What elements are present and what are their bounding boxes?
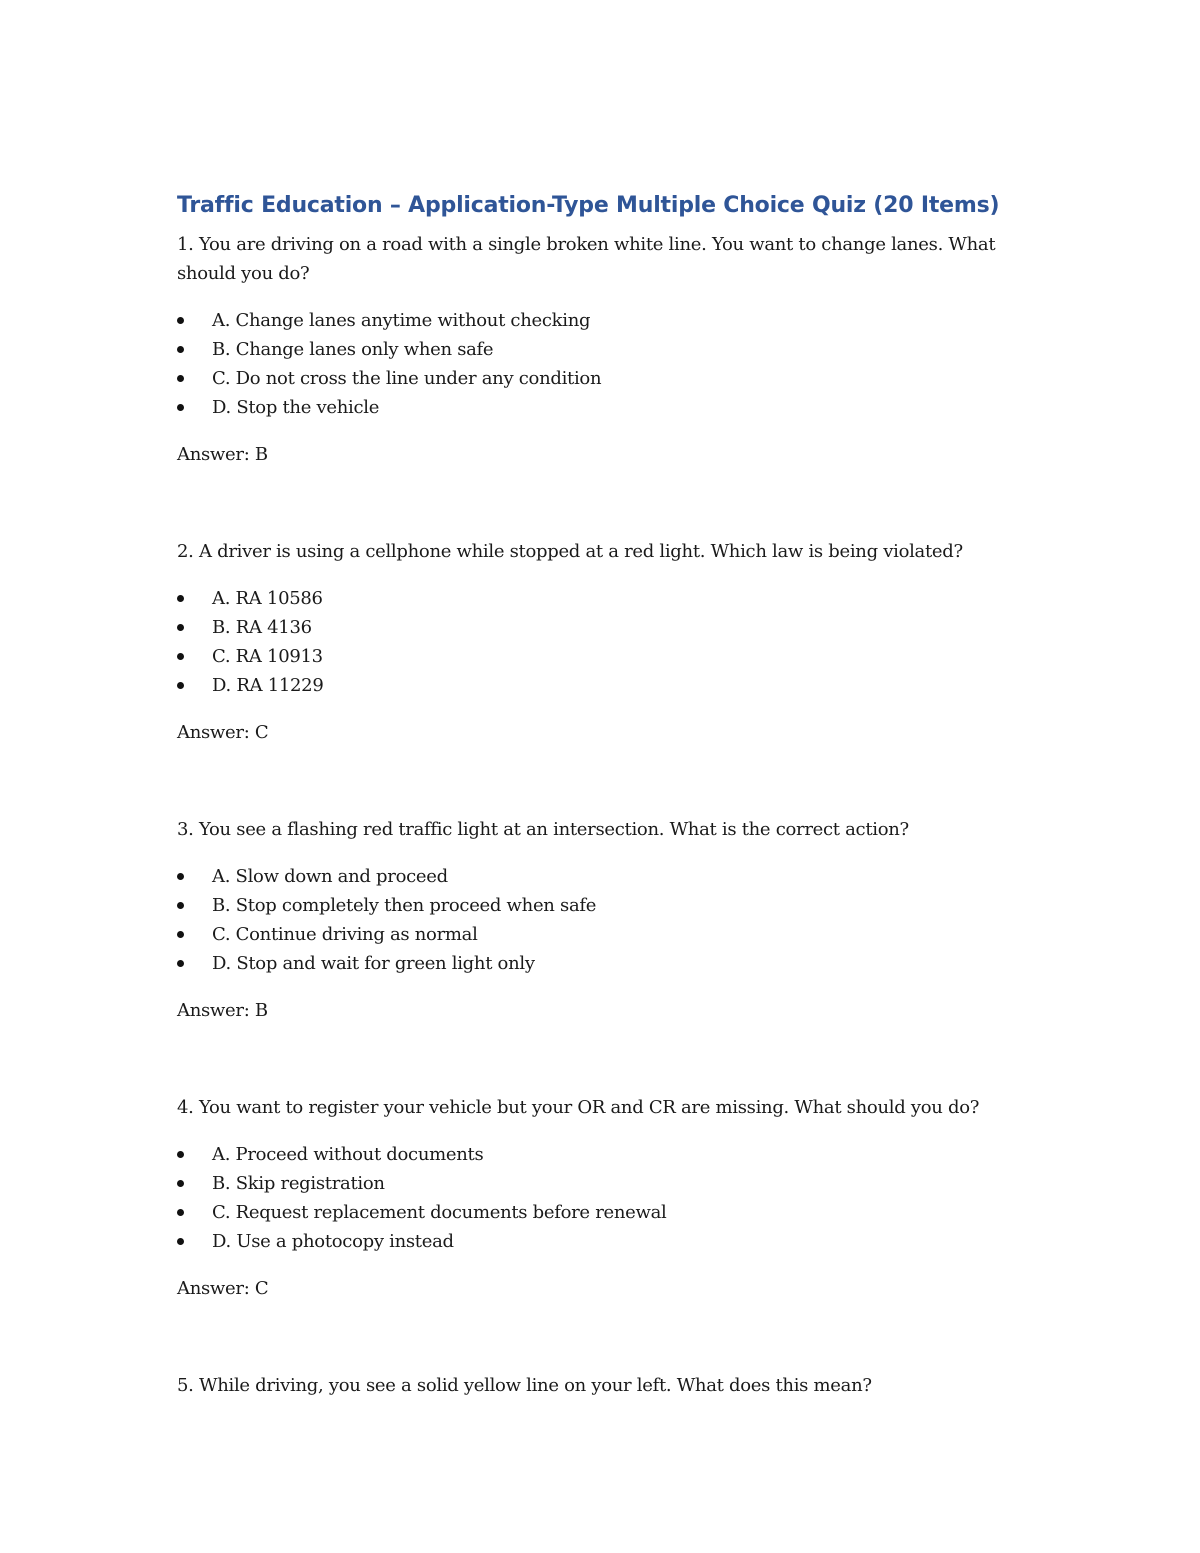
option-item [177,1140,1037,1169]
option-label: B. Change lanes only when safe [212,339,494,360]
spacer [177,747,1037,815]
answer-text: Answer: C [177,1278,269,1299]
option-label: B. RA 4136 [212,617,312,638]
bullet-icon [177,653,184,660]
bullet-icon [177,1151,184,1158]
option-item [177,862,1037,891]
question-text: 3. You see a flashing red traffic light at an intersection. What is the correct action? [177,819,909,840]
bullet-icon [177,404,184,411]
option-item [177,920,1037,949]
option-label: A. Slow down and proceed [212,866,448,887]
option-item [177,584,1037,613]
bullet-icon [177,1238,184,1245]
bullet-icon [177,873,184,880]
option-item [177,671,1037,700]
bullet-icon [177,1180,184,1187]
question-block-4 [177,1093,1037,1303]
option-item [177,393,1037,422]
option-item [177,364,1037,393]
bullet-icon [177,624,184,631]
option-label: B. Stop completely then proceed when safe [212,895,597,916]
bullet-icon [177,682,184,689]
question-text: 5. While driving, you see a solid yellow line on your left. What does this mean? [177,1375,872,1396]
question-block-2 [177,537,1037,747]
question-text: 2. A driver is using a cellphone while stopped at a red light. Which law is being violated? [177,541,963,562]
option-item [177,613,1037,642]
option-label: D. Stop the vehicle [212,397,380,418]
question-block-3 [177,815,1037,1025]
bullet-icon [177,902,184,909]
question-block-5 [177,1371,1037,1400]
option-item [177,306,1037,335]
option-item [177,1227,1037,1256]
spacer [177,1025,1037,1093]
option-label: C. RA 10913 [212,646,323,667]
option-label: C. Do not cross the line under any condition [212,368,602,389]
question-block-1 [177,230,1037,469]
document-content [177,190,1037,1418]
answer-text: Answer: B [177,1000,268,1021]
bullet-icon [177,346,184,353]
option-label: A. Change lanes anytime without checking [212,310,591,331]
answer-text: Answer: B [177,444,268,465]
bullet-icon [177,960,184,967]
bullet-icon [177,375,184,382]
option-item [177,891,1037,920]
option-label: C. Request replacement documents before renewal [212,1202,667,1223]
option-list [177,584,1037,700]
option-label: A. RA 10586 [212,588,323,609]
option-label: D. Stop and wait for green light only [212,953,535,974]
document-title: Traffic Education – Application-Type Multiple Choice Quiz (20 Items) [177,193,1000,218]
option-list [177,1140,1037,1256]
bullet-icon [177,1209,184,1216]
answer-text: Answer: C [177,722,269,743]
option-item [177,1169,1037,1198]
spacer [177,469,1037,537]
question-text: 4. You want to register your vehicle but your OR and CR are missing. What should you do? [177,1097,980,1118]
bullet-icon [177,931,184,938]
option-label: A. Proceed without documents [212,1144,484,1165]
question-text: 1. You are driving on a road with a single broken white line. You want to change lanes. What should you do? [177,234,996,284]
option-list [177,306,1037,422]
option-list [177,862,1037,978]
bullet-icon [177,595,184,602]
bullet-icon [177,317,184,324]
option-label: B. Skip registration [212,1173,385,1194]
option-item [177,335,1037,364]
option-label: D. Use a photocopy instead [212,1231,454,1252]
option-item [177,949,1037,978]
option-label: C. Continue driving as normal [212,924,478,945]
option-item [177,1198,1037,1227]
option-label: D. RA 11229 [212,675,324,696]
option-item [177,642,1037,671]
spacer [177,1303,1037,1371]
